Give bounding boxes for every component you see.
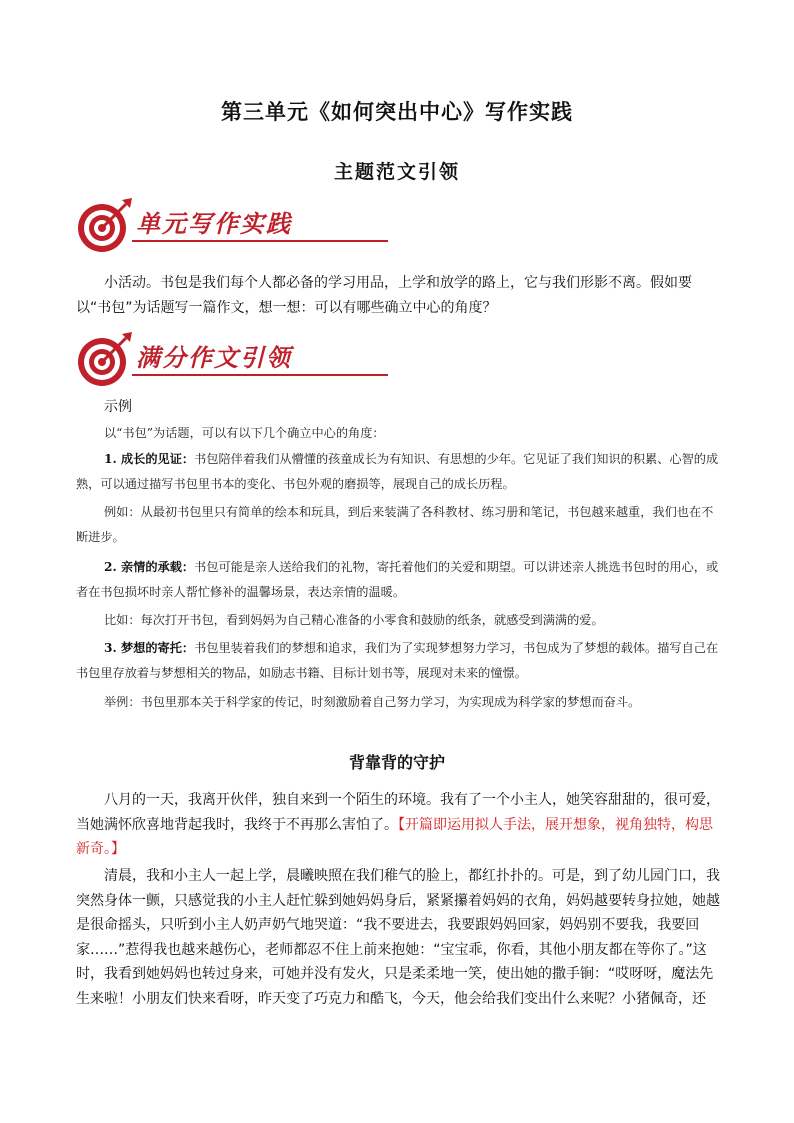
- activity-paragraph: 小活动。书包是我们每个人都必备的学习用品，上学和放学的路上，它与我们形影不离。假如要以“书包”为话题写一篇作文，想一想：可以有哪些确立中心的角度？: [76, 275, 692, 316]
- banner-underline: [132, 374, 388, 376]
- point-heading: 2. 亲情的承载：: [104, 560, 195, 574]
- point-heading: 3. 梦想的寄托：: [104, 641, 195, 655]
- point-body: 书包里装着我们的梦想和追求，我们为了实现梦想努力学习，书包成为了梦想的载体。描写自己在书包里存放着与梦想相关的物品，如励志书籍、目标计划书等，展现对未来的憧憬。: [76, 641, 719, 680]
- essay-title: 背靠背的守护: [348, 753, 445, 772]
- point-1: [76, 447, 724, 497]
- point-body: 书包陪伴着我们从懵懂的孩童成长为有知识、有思想的少年。它见证了我们知识的积累、心智的成熟，可以通过描写书包里书本的变化、书包外观的磨损等，展现自己的成长历程。: [76, 452, 719, 491]
- point-heading: 1. 成长的见证：: [104, 452, 195, 466]
- point-1-example: 例如：从最初书包里只有简单的绘本和玩具，到后来装满了各科教材、练习册和笔记，书包越来越重，我们也在不断进步。: [76, 505, 714, 544]
- banner-title: 满分作文引领: [136, 343, 292, 372]
- banner-writing-practice: [76, 196, 316, 256]
- banner-title: 单元写作实践: [136, 209, 292, 238]
- page-title: 第三单元《如何突出中心》写作实践: [221, 99, 573, 124]
- example-label: 示例: [104, 399, 132, 415]
- section-subtitle: 主题范文引领: [333, 161, 460, 183]
- point-3-example: 举例：书包里那本关于科学家的传记，时刻激励着自己努力学习，为实现成为科学家的梦想而奋斗。: [104, 695, 641, 709]
- essay-comment: 【开篇即运用拟人手法，展开想象，视角独特，构思新奇。】: [76, 816, 713, 858]
- example-intro: 以“书包”为话题，可以有以下几个确立中心的角度：: [104, 426, 385, 440]
- point-3: [76, 636, 724, 686]
- target-arrow-icon: [76, 196, 134, 254]
- point-2: [76, 555, 724, 605]
- banner-full-score-guide: [76, 330, 316, 390]
- point-body: 书包可能是亲人送给我们的礼物，寄托着他们的关爱和期望。可以讲述亲人挑选书包时的用心，或者在书包损坏时亲人帮忙修补的温馨场景，表达亲情的温暖。: [76, 560, 719, 599]
- essay-paragraph-2: 清晨，我和小主人一起上学，晨曦映照在我们稚气的脸上，都红扑扑的。可是，到了幼儿园门口，我突然身体一颤，只感觉我的小主人赶忙躲到她妈妈身后，紧紧攥着妈妈的衣角，妈妈越要转身拉她，她越是很命摇头，只听到小主人奶声奶气地哭道：“我不要进去，我要跟妈妈回家，妈妈别不要我，我要回家……”惹得我也越来越伤心，老师都忍不住上前来抱她：“宝宝乖，你看，其他小朋友都在等你了。”这时，我看到她妈妈也转过身来，可她并没有发火，只是柔柔地一笑，使出她的撒手锏：“哎呀呀，魔法先生来啦！小朋友们快来看呀，昨天变了巧克力和酷飞，今天，他会给我们变出什么来呢？小猪佩奇，还: [76, 868, 720, 1007]
- target-arrow-icon: [76, 330, 134, 388]
- point-2-example: 比如：每次打开书包，看到妈妈为自己精心准备的小零食和鼓励的纸条，就感受到满满的爱。: [104, 613, 604, 627]
- banner-underline: [132, 240, 388, 242]
- essay-text: 八月的一天，我离开伙伴，独自来到一个陌生的环境。我有了一个小主人，她笑容甜甜的，很可爱，当她满怀欣喜地背起我时，我终于不再那么害怕了。: [76, 792, 720, 833]
- essay-paragraph-1: [76, 788, 724, 862]
